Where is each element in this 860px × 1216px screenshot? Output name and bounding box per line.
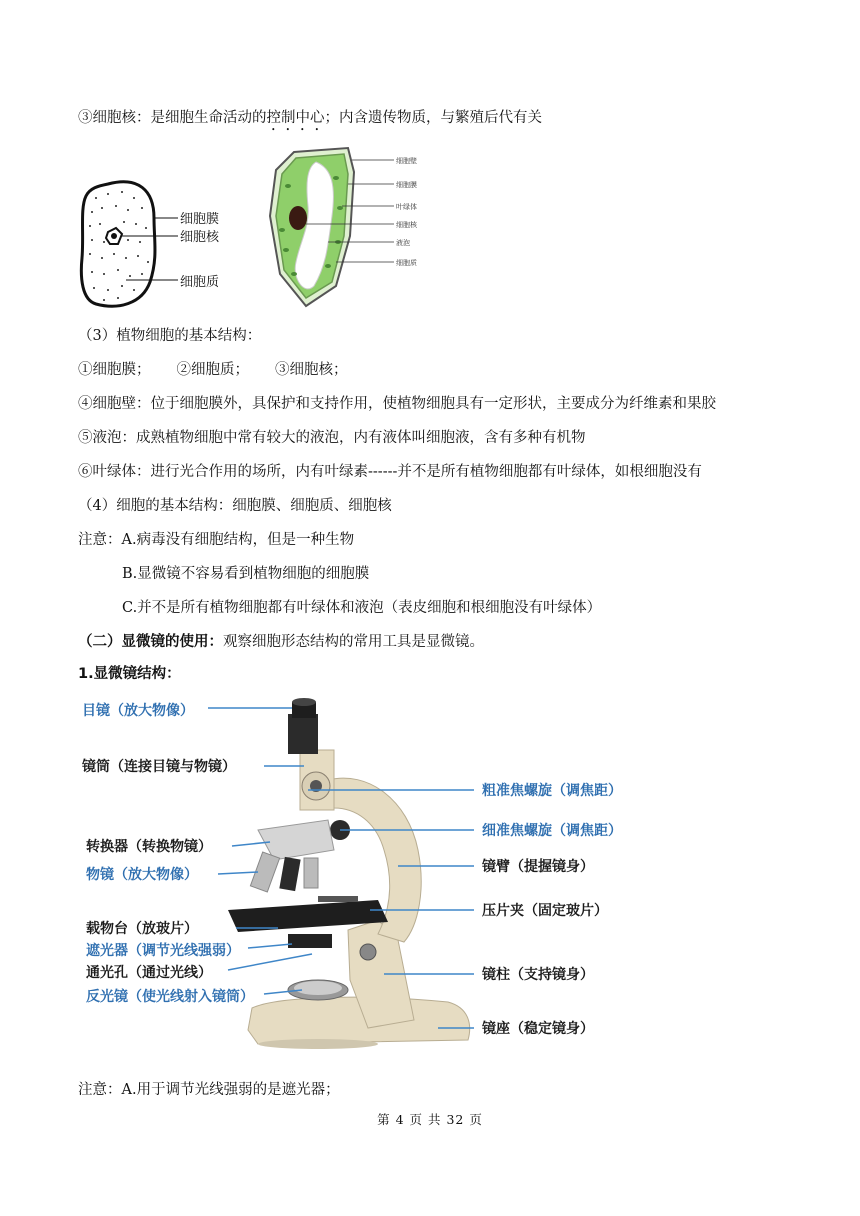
plant-item-membrane: ①细胞膜； — [78, 362, 151, 378]
label-objective: 物镜（放大物像） — [86, 867, 198, 883]
label-aperture: 通光孔（通过光线） — [86, 965, 212, 981]
final-note-line: 注意：A.用于调节光线强弱的是遮光器； — [78, 1082, 340, 1098]
microscope-figure — [78, 690, 678, 1060]
nucleus-definition — [78, 108, 542, 134]
plant-label-membrane: 细胞膜 — [396, 181, 417, 189]
microscope-structure-heading: 1.显微镜结构： — [78, 666, 181, 682]
animal-label-cytoplasm: 细胞质 — [180, 275, 220, 290]
label-coarse-focus: 粗准焦螺旋（调焦距） — [482, 783, 622, 799]
nucleus-def-suffix: ；内含遗传物质，与繁殖后代有关 — [324, 110, 542, 126]
label-diaphragm: 遮光器（调节光线强弱） — [86, 943, 240, 959]
cell-wall-line: ④细胞壁：位于细胞膜外，具保护和支持作用，使植物细胞具有一定形状，主要成分为纤维素和果胶 — [78, 396, 716, 412]
label-tube: 镜筒（连接目镜与物镜） — [82, 759, 236, 775]
plant-cell-drawing — [266, 146, 466, 314]
vacuole-line: ⑤液泡：成熟植物细胞中常有较大的液泡，内有液体叫细胞液，含有多种有机物 — [78, 430, 586, 446]
microscope-heading — [78, 632, 484, 652]
label-base: 镜座（稳定镜身） — [482, 1021, 594, 1037]
label-eyepiece: 目镜（放大物像） — [82, 703, 194, 719]
animal-label-membrane: 细胞膜 — [180, 212, 220, 227]
plant-label-cytoplasm: 细胞质 — [396, 259, 417, 267]
plant-structure-heading: （3）植物细胞的基本结构： — [78, 328, 262, 344]
note-b-line: B.显微镜不容易看到植物细胞的细胞膜 — [122, 566, 370, 582]
label-mirror: 反光镜（使光线射入镜筒） — [86, 989, 254, 1005]
animal-cell-figure — [78, 178, 268, 314]
label-pillar: 镜柱（支持镜身） — [482, 967, 594, 983]
plant-item-nucleus: ③细胞核； — [275, 362, 348, 378]
label-arm: 镜臂（提握镜身） — [482, 859, 594, 875]
label-stage: 载物台（放玻片） — [86, 921, 198, 937]
basic-structure-line: （4）细胞的基本结构：细胞膜、细胞质、细胞核 — [78, 498, 392, 514]
note-c-line: C.并不是所有植物细胞都有叶绿体和液泡（表皮细胞和根细胞没有叶绿体） — [122, 600, 602, 616]
plant-item-cytoplasm: ②细胞质； — [176, 362, 249, 378]
animal-cell-drawing — [78, 178, 268, 314]
label-fine-focus: 细准焦螺旋（调焦距） — [482, 823, 622, 839]
animal-label-nucleus: 细胞核 — [180, 230, 220, 245]
microscope-heading-bold: （二）显微镜的使用： — [78, 634, 223, 650]
plant-cell-figure — [266, 146, 466, 314]
plant-structure-items — [78, 360, 348, 380]
plant-label-wall: 细胞壁 — [396, 157, 417, 165]
label-clip: 压片夹（固定玻片） — [482, 903, 608, 919]
page-footer: 第 4 页 共 32 页 — [377, 1112, 483, 1127]
label-nosepiece: 转换器（转换物镜） — [86, 839, 212, 855]
plant-label-vacuole: 液泡 — [396, 239, 410, 247]
chloroplast-line: ⑥叶绿体：进行光合作用的场所，内有叶绿素------并不是所有植物细胞都有叶绿体，如根细胞没有 — [78, 464, 702, 480]
microscope-heading-rest: 观察细胞形态结构的常用工具是显微镜。 — [223, 634, 484, 650]
nucleus-def-emphasis: 控制中心 — [266, 110, 325, 126]
note-a-line: 注意：A.病毒没有细胞结构，但是一种生物 — [78, 532, 355, 548]
plant-label-nucleus: 细胞核 — [396, 221, 417, 229]
plant-label-chloroplast: 叶绿体 — [396, 203, 417, 211]
nucleus-def-prefix: ③细胞核：是细胞生命活动的 — [78, 110, 267, 126]
